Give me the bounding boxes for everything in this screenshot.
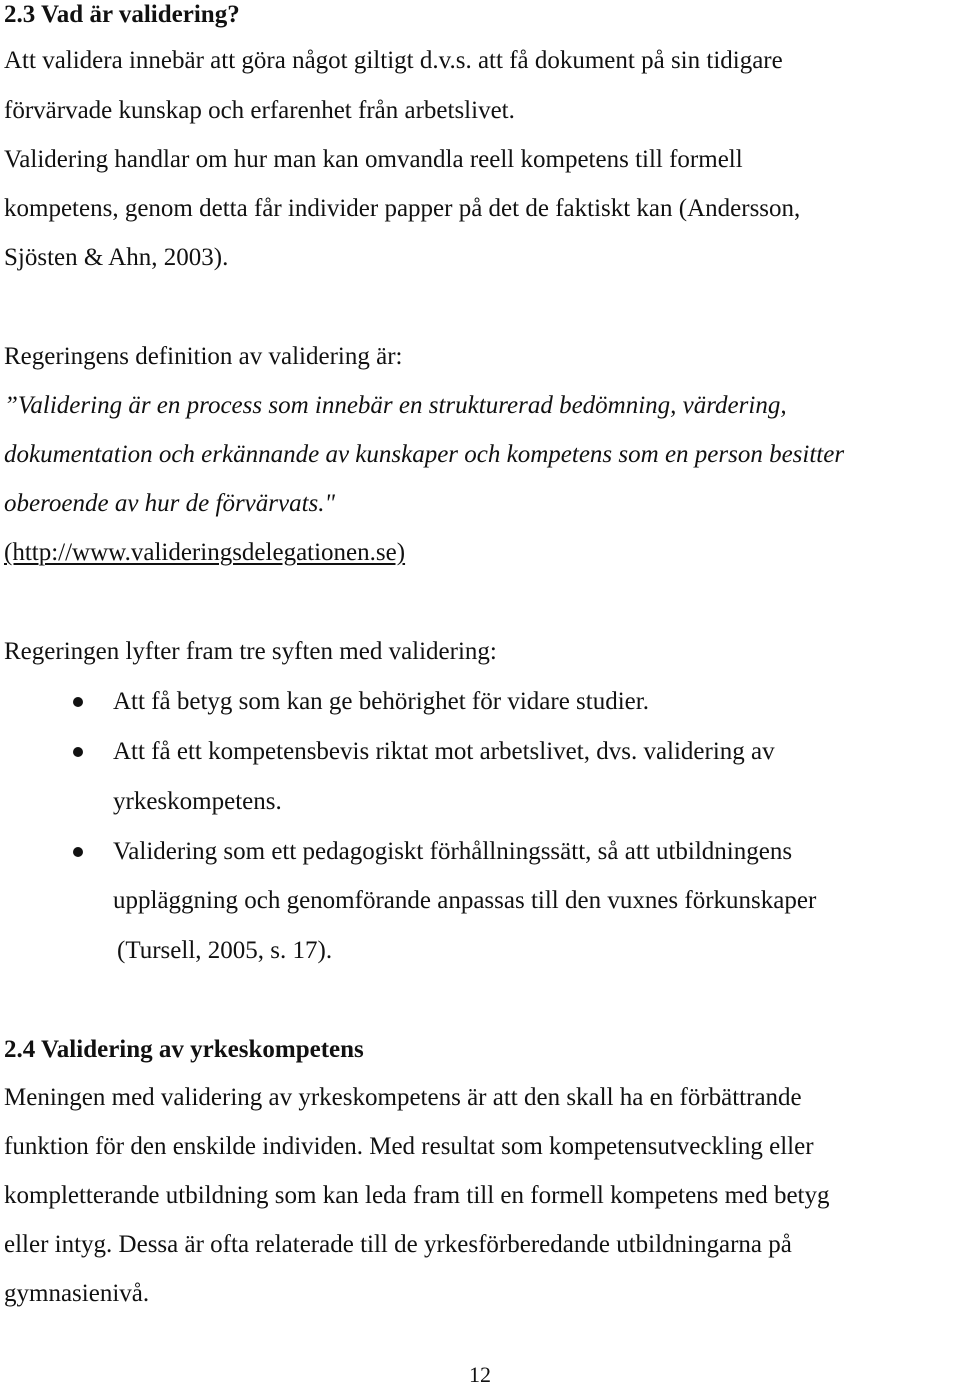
definition-intro: Regeringens definition av validering är: (4, 343, 403, 370)
list-item-text: Att få betyg som kan ge behörighet för vidare studier. (113, 688, 649, 715)
section-heading: 2.3 Vad är validering? (4, 1, 240, 28)
paragraph-line: Validering handlar om hur man kan omvandla reell kompetens till formell (4, 146, 743, 173)
list-item-text: Att få ett kompetensbevis riktat mot arbetslivet, dvs. validering av (113, 738, 775, 765)
paragraph-line: gymnasienivå. (4, 1280, 150, 1307)
paragraph-line: Att validera innebär att göra något giltigt d.v.s. att få dokument på sin tidigare (4, 47, 783, 74)
bullet-icon (73, 697, 83, 707)
paragraph-line: eller intyg. Dessa är ofta relaterade till de yrkesförberedande utbildningarna på (4, 1231, 792, 1258)
list-item-text: (Tursell, 2005, s. 17). (117, 937, 333, 964)
paragraph-line: funktion för den enskilde individen. Med resultat som kompetensutveckling eller (4, 1133, 814, 1160)
page-number: 12 (469, 1362, 491, 1387)
paragraph-line: kompetens, genom detta får individer papper på det de faktiskt kan (Andersson, (4, 195, 801, 222)
list-item-text: uppläggning och genomförande anpassas till den vuxnes förkunskaper (113, 887, 817, 914)
paragraph-line: kompletterande utbildning som kan leda fram till en formell kompetens med betyg (4, 1182, 830, 1209)
quote-line: oberoende av hur de förvärvats." (4, 490, 336, 517)
bullet-icon (73, 847, 83, 857)
list-item-text: Validering som ett pedagogiskt förhållningssätt, så att utbildningens (113, 838, 793, 865)
paragraph-line: förvärvade kunskap och erfarenhet från arbetslivet. (4, 97, 515, 124)
source-link[interactable]: (http://www.valideringsdelegationen.se) (4, 539, 406, 566)
paragraph-line: Meningen med validering av yrkeskompetens är att den skall ha en förbättrande (4, 1084, 802, 1111)
quote-line: ”Validering är en process som innebär en strukturerad bedömning, värdering, (4, 392, 787, 419)
section-heading: 2.4 Validering av yrkeskompetens (4, 1036, 364, 1063)
list-item-text: yrkeskompetens. (113, 788, 282, 815)
quote-line: dokumentation och erkännande av kunskaper och kompetens som en person besitter (4, 441, 845, 468)
paragraph-line: Sjösten & Ahn, 2003). (4, 244, 229, 271)
bullet-icon (73, 747, 83, 757)
purposes-intro: Regeringen lyfter fram tre syften med validering: (4, 638, 497, 665)
